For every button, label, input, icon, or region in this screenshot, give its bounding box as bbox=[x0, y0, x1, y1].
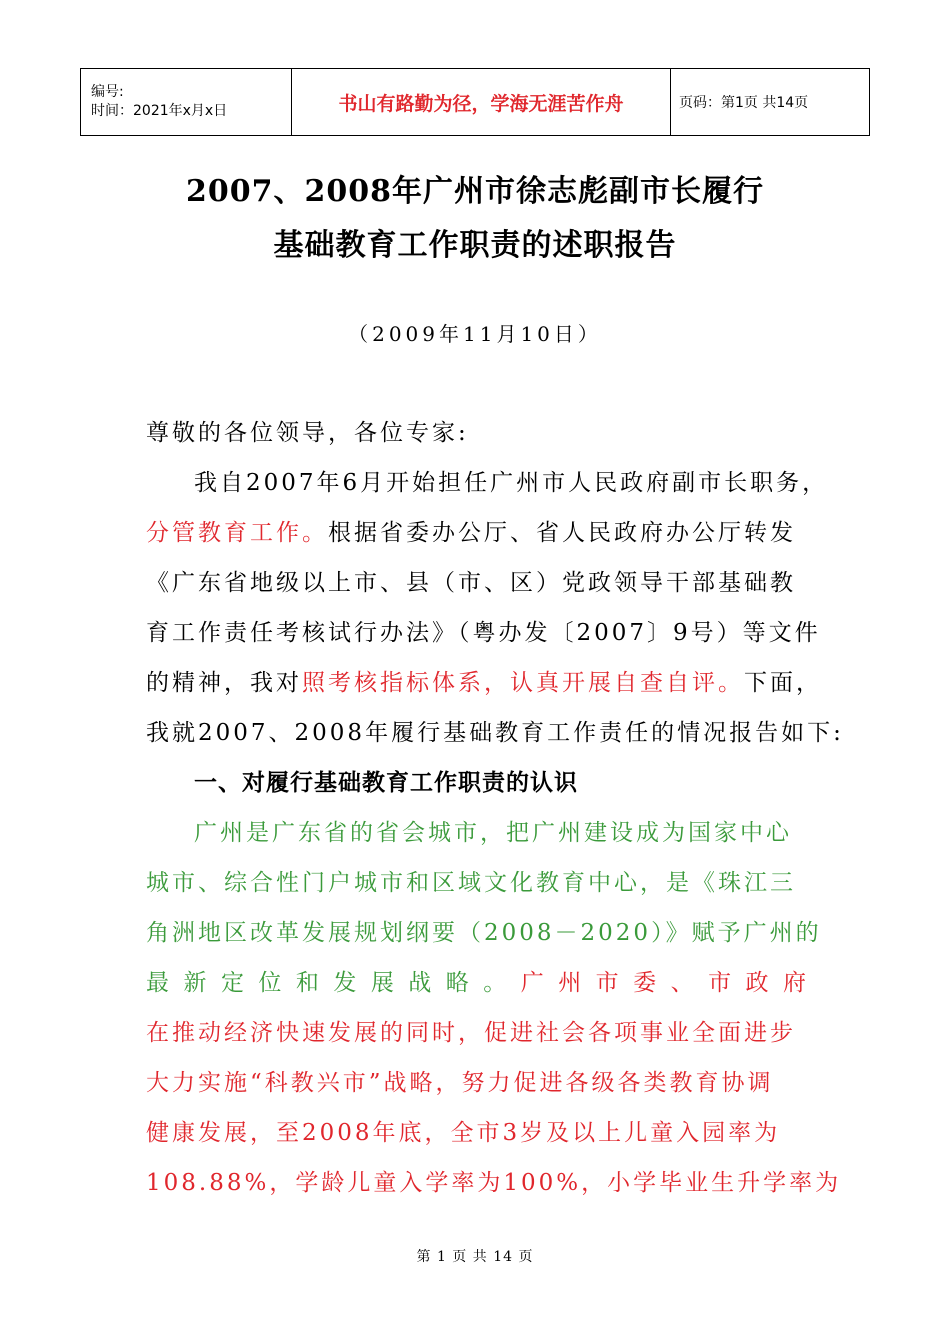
paragraph-line bbox=[146, 668, 822, 698]
highlight-red: 照考核指标体系，认真开展自查自评。 bbox=[302, 670, 744, 696]
header-meta-cell bbox=[81, 69, 292, 136]
paragraph-line: 我就2007、2008年履行基础教育工作责任的情况报告如下: bbox=[146, 720, 844, 746]
paragraph-line: 大力实施“科教兴市”战略，努力促进各级各类教育协调 bbox=[146, 1070, 774, 1096]
number-label: 编号: bbox=[91, 84, 124, 100]
highlight-red: 广州市委、市政府 bbox=[520, 970, 807, 996]
paragraph-line: 广州是广东省的省会城市，把广州建设成为国家中心 bbox=[194, 820, 792, 846]
motto: 书山有路勤为径，学海无涯苦作舟 bbox=[292, 69, 671, 136]
text-span: 下面， bbox=[744, 670, 822, 696]
title-line-2: 基础教育工作职责的述职报告 bbox=[273, 228, 677, 263]
paragraph-line: 在推动经济快速发展的同时，促进社会各项事业全面进步 bbox=[146, 1020, 796, 1046]
paragraph-line: 育工作责任考核试行办法》（粤办发〔2007〕9号）等文件 bbox=[146, 620, 821, 646]
highlight-red: 分管教育工作。 bbox=[146, 520, 328, 546]
paragraph-line bbox=[146, 968, 806, 998]
paragraph-line: 健康发展，至2008年底，全市3岁及以上儿童入园率为 bbox=[146, 1120, 781, 1146]
paragraph-line: 我自2007年6月开始担任广州市人民政府副市长职务， bbox=[194, 470, 829, 496]
time-label: 时间：2021年x月x日 bbox=[91, 103, 228, 119]
text-span: 根据省委办公厅、省人民政府办公厅转发 bbox=[328, 520, 796, 546]
text-span: 的精神，我对 bbox=[146, 670, 302, 696]
highlight-green: 最新定位和发展战略。 bbox=[146, 970, 521, 996]
report-date: （2009年11月10日） bbox=[348, 322, 602, 346]
paragraph-line: 城市、综合性门户城市和区域文化教育中心，是《珠江三 bbox=[146, 870, 796, 896]
page-footer: 第 1 页 共 14 页 bbox=[416, 1249, 534, 1265]
paragraph-line: 角洲地区改革发展规划纲要（2008－2020）》赋予广州的 bbox=[146, 920, 822, 946]
header-table bbox=[80, 68, 870, 136]
greeting: 尊敬的各位领导，各位专家: bbox=[146, 420, 469, 446]
paragraph-line: 108.88%，学龄儿童入学率为100%，小学毕业生升学率为 bbox=[146, 1170, 842, 1196]
title-line-1: 2007、2008年广州市徐志彪副市长履行 bbox=[186, 174, 764, 209]
paragraph-line bbox=[146, 518, 796, 548]
paragraph-line: 《广东省地级以上市、县（市、区）党政领导干部基础教 bbox=[146, 570, 796, 596]
section-heading: 一、对履行基础教育工作职责的认识 bbox=[194, 770, 578, 796]
page-info: 页码：第1页 共14页 bbox=[671, 69, 870, 136]
